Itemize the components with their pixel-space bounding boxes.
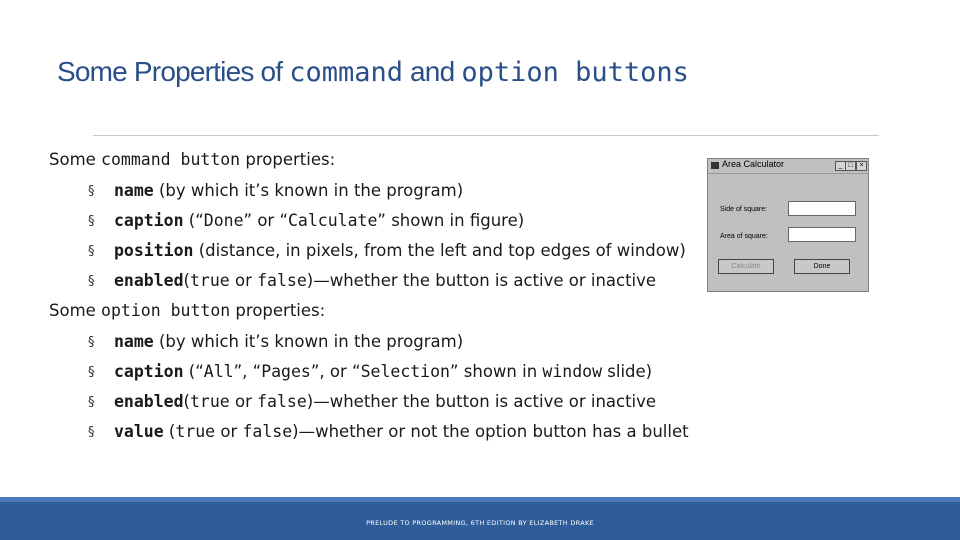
code-enabled: enabled [114, 392, 184, 411]
bullet-icon: § [88, 335, 95, 350]
title-code-option-buttons: option buttons [461, 57, 689, 88]
bullet-icon: § [88, 184, 95, 199]
code-option-button: option button [101, 301, 231, 320]
list-item: position (distance, in pixels, from the left and top edges of window) [114, 241, 686, 260]
bullet-icon: § [88, 425, 95, 440]
close-icon[interactable]: × [856, 161, 867, 171]
side-input[interactable] [788, 201, 856, 216]
side-label: Side of square: [720, 206, 768, 213]
list-item: caption (“Done” or “Calculate” shown in figure) [114, 211, 525, 230]
code-name: name [114, 181, 154, 200]
code-enabled: enabled [114, 271, 184, 290]
code-caption: caption [114, 362, 184, 381]
code-position: position [114, 241, 194, 260]
bullet-icon: § [88, 365, 95, 380]
footer-text: PRELUDE TO PROGRAMMING, 6TH EDITION BY ELIZABETH DRAKE [366, 519, 594, 527]
title-divider [93, 135, 879, 136]
area-calculator-window [707, 158, 869, 292]
list-item: value (true or false)—whether or not the option button has a bullet [114, 422, 689, 441]
section2-heading: Some option button properties: [49, 301, 326, 320]
code-value: value [114, 422, 164, 441]
code-name: name [114, 332, 154, 351]
footer-accent [0, 497, 960, 502]
list-item: name (by which it’s known in the program) [114, 332, 464, 351]
section1-heading: Some command button properties: [49, 150, 336, 169]
window-app-icon [711, 162, 719, 169]
area-output[interactable] [788, 227, 856, 242]
area-label: Area of square: [720, 233, 768, 240]
list-item: enabled(true or false)—whether the button is active or inactive [114, 392, 657, 411]
done-button[interactable]: Done [794, 259, 850, 274]
bullet-icon: § [88, 274, 95, 289]
code-command-button: command button [101, 150, 241, 169]
bullet-icon: § [88, 214, 95, 229]
minimize-icon[interactable]: _ [835, 161, 846, 171]
calculate-button[interactable]: Calculate [718, 259, 774, 274]
bullet-icon: § [88, 395, 95, 410]
list-item: name (by which it’s known in the program) [114, 181, 464, 200]
title-text-1: Some Properties of [57, 56, 290, 87]
bullet-icon: § [88, 244, 95, 259]
slide-title [57, 56, 689, 88]
title-text-2: and [403, 56, 462, 87]
title-code-command: command [289, 57, 404, 88]
code-caption: caption [114, 211, 184, 230]
maximize-icon[interactable]: □ [845, 161, 856, 171]
list-item: caption (“All”, “Pages”, or “Selection” shown in window slide) [114, 362, 653, 381]
list-item: enabled(true or false)—whether the button is active or inactive [114, 271, 657, 290]
window-titlebar [708, 159, 868, 174]
window-title: Area Calculator [722, 159, 785, 169]
